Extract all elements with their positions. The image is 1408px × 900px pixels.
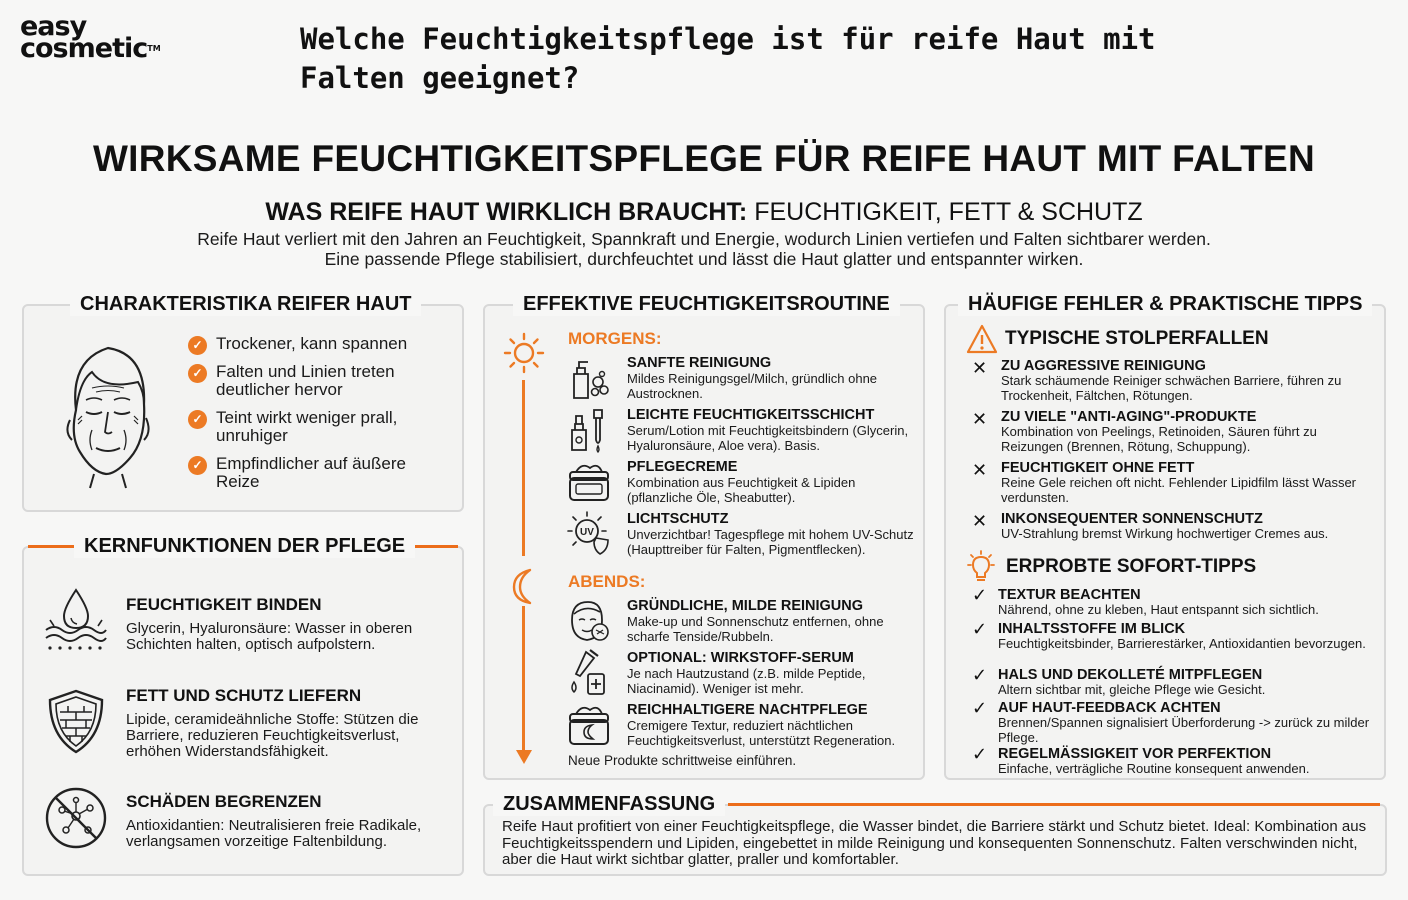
cross-icon: ✕ [972, 511, 988, 532]
routine-step-text: Make-up und Sonnenschutz entfernen, ohne scharfe Tenside/Rubbeln. [627, 614, 884, 644]
arrow-down-icon [515, 748, 533, 766]
tip-head: HALS UND DEKOLLETÉ MITPFLEGEN [998, 667, 1263, 683]
subtitle-bold: WAS REIFE HAUT WIRKLICH BRAUCHT: [265, 198, 748, 226]
routine-step-head: SANFTE REINIGUNG [627, 355, 772, 371]
core-item [126, 595, 451, 653]
checkmark-icon: ✓ [972, 665, 988, 686]
routine-step-head: GRÜNDLICHE, MILDE REINIGUNG [627, 598, 864, 614]
tip-head: AUF HAUT-FEEDBACK ACHTEN [998, 700, 1221, 716]
title-accent-line [728, 803, 1380, 806]
tip-text: Altern sichtbar mit, gleiche Pflege wie Gesicht. [998, 682, 1266, 697]
routine-step [627, 702, 925, 748]
sun-icon [503, 332, 545, 374]
page-subtitle [0, 198, 1408, 227]
core-item [126, 792, 451, 850]
lightbulb-icon [964, 550, 998, 584]
routine-step [627, 650, 917, 696]
cross-icon: ✕ [972, 409, 988, 430]
routine-step-text: Unverzichtbar! Tagespflege mit hohem UV-Schutz (Haupttreiber für Falten, Pigmentflecken). [627, 527, 914, 557]
brand-logo[interactable] [20, 11, 161, 64]
warning-icon [966, 324, 998, 354]
logo-line-2: cosmetic [20, 33, 148, 64]
list-item [188, 409, 448, 445]
routine-step-text: Serum/Lotion mit Feuchtigkeitsbindern (Glycerin, Hyaluronsäure, Aloe vera). Basis. [627, 423, 909, 453]
checkmark-icon: ✓ [188, 364, 207, 383]
summary-text: Reife Haut profitiert von einer Feuchtigkeitspflege, die Wasser bindet, die Barriere stärkt und Schutz bietet. Ideal: Kombination aus Feuchtigkeitsspendern und Lipiden, eingebettet in milde Reinigung und konsequenten Sonnenschutz. Falten verschwinden nicht, aber die Haut wirkt sichtbar glatter, praller und komfortabler. [502, 818, 1367, 868]
tip-item [972, 667, 1372, 698]
routine-step-head: PFLEGECREME [627, 459, 738, 475]
checkmark-icon: ✓ [972, 698, 988, 719]
core-item-head: FEUCHTIGKEIT BINDEN [126, 595, 322, 614]
routine-step-head: REICHHALTIGERE NACHTPFLEGE [627, 702, 868, 718]
title-accent-line [412, 545, 458, 548]
routine-step [627, 598, 917, 644]
pitfall-head: FEUCHTIGKEIT OHNE FETT [1001, 460, 1195, 476]
tip-text: Nährend, ohne zu kleben, Haut entspannt sich sichtlich. [998, 602, 1319, 617]
routine-step [627, 511, 925, 557]
routine-step-text: Mildes Reinigungsgel/Milch, gründlich ohne Austrocknen. [627, 371, 878, 401]
list-item [188, 455, 448, 491]
core-item-head: SCHÄDEN BEGRENZEN [126, 792, 322, 811]
list-item-text: Teint wirkt weniger prall, unruhiger [216, 408, 398, 445]
pitfall-item [972, 460, 1372, 505]
morning-label: MORGENS: [568, 329, 662, 348]
list-item-text: Empfindlicher auf äußere Reize [216, 454, 406, 491]
routine-step [627, 459, 917, 505]
pitfall-head: ZU AGGRESSIVE REINIGUNG [1001, 358, 1206, 374]
checkmark-icon: ✓ [972, 744, 988, 765]
routine-step-head: LICHTSCHUTZ [627, 511, 729, 527]
tips-title: ERPROBTE SOFORT-TIPPS [1006, 556, 1257, 577]
timeline-line [522, 380, 525, 556]
tip-head: REGELMÄSSIGKEIT VOR PERFEKTION [998, 746, 1272, 762]
tip-head: INHALTSSTOFFE IM BLICK [998, 621, 1186, 637]
list-item [188, 335, 448, 353]
foam-bottle-icon [566, 356, 612, 402]
list-item-text: Trockener, kann spannen [216, 334, 408, 353]
pitfall-head: INKONSEQUENTER SONNENSCHUTZ [1001, 511, 1263, 527]
core-item-head: FETT UND SCHUTZ LIEFERN [126, 686, 362, 705]
page-question: Welche Feuchtigkeitspflege ist für reife Haut mit Falten geeignet? [300, 22, 1156, 95]
core-item-text: Antioxidantien: Neutralisieren freie Radikale, verlangsamen vorzeitige Faltenbildung. [126, 817, 422, 850]
list-item-text: Falten und Linien treten deutlicher hervor [216, 362, 395, 399]
tip-item [972, 621, 1372, 652]
checkmark-icon: ✓ [972, 619, 988, 640]
list-item [188, 363, 448, 399]
uv-sun-icon [566, 510, 612, 556]
routine-title: EFFEKTIVE FEUCHTIGKEITSROUTINE [513, 293, 900, 316]
intro-text: Reife Haut verliert mit den Jahren an Feuchtigkeit, Spannkraft und Energie, wodurch Linien vertiefen und Falten sichtbarer werden. Eine passende Pflege stabilisiert, durchfeuchtet und lässt die Haut glatter und entspannter wirken. [197, 229, 1211, 269]
serum-dropper-icon [566, 406, 612, 454]
summary-title: ZUSAMMENFASSUNG [493, 793, 725, 816]
characteristics-list [188, 335, 448, 501]
characteristics-title: CHARAKTERISTIKA REIFER HAUT [70, 293, 421, 316]
face-cleansing-icon [566, 598, 612, 644]
logo-trademark: TM [147, 44, 161, 53]
water-drop-icon [44, 586, 108, 656]
timeline-line [522, 606, 525, 752]
tip-item [972, 700, 1372, 745]
pitfall-text: Stark schäumende Reiniger schwächen Barriere, führen zu Trockenheit, Fältchen, Rötungen. [1001, 373, 1342, 403]
core-functions-title: KERNFUNKTIONEN DER PFLEGE [74, 535, 415, 558]
tip-text: Brennen/Spannen signalisiert Überforderung -> zurück zu milder Pflege. [998, 715, 1370, 745]
shield-icon [46, 688, 106, 756]
face-icon [58, 340, 158, 490]
checkmark-icon: ✓ [972, 585, 988, 606]
core-item [126, 686, 451, 760]
tip-item [972, 587, 1372, 618]
routine-step [627, 407, 922, 453]
night-cream-icon [566, 702, 612, 748]
subtitle-rest: FEUCHTIGKEIT, FETT & SCHUTZ [747, 198, 1143, 226]
title-accent-line [28, 545, 74, 548]
pitfall-text: Kombination von Peelings, Retinoiden, Säuren führt zu Reizungen (Brennen, Rötung, Schuppung). [1001, 424, 1317, 454]
dropper-plus-icon [566, 648, 612, 696]
tip-item [972, 746, 1372, 777]
cream-jar-icon [566, 460, 612, 504]
moon-icon [506, 566, 542, 606]
checkmark-icon: ✓ [188, 410, 207, 429]
uv-label: UV [580, 527, 594, 538]
tip-text: Einfache, verträgliche Routine konsequent anwenden. [998, 761, 1310, 776]
tip-text: Feuchtigkeitsbinder, Barrierestärker, Antioxidantien bevorzugen. [998, 636, 1366, 651]
routine-step-text: Cremigere Textur, reduziert nächtlichen Feuchtigkeitsverlust, unterstützt Regeneration. [627, 718, 896, 748]
pitfall-item [972, 358, 1372, 403]
pitfall-item [972, 409, 1372, 454]
evening-label: ABENDS: [568, 572, 646, 591]
pitfall-text: Reine Gele reichen oft nicht. Fehlender Lipidfilm lässt Wasser verdunsten. [1001, 475, 1357, 505]
pitfalls-title: TYPISCHE STOLPERFALLEN [1005, 328, 1269, 349]
routine-step [627, 355, 917, 401]
cross-icon: ✕ [972, 358, 988, 379]
routine-note: Neue Produkte schrittweise einführen. [568, 753, 797, 768]
no-radicals-icon [44, 786, 108, 850]
logo-line-1: easy [20, 11, 87, 42]
mistakes-title: HÄUFIGE FEHLER & PRAKTISCHE TIPPS [958, 293, 1372, 316]
routine-step-text: Je nach Hautzustand (z.B. milde Peptide, Niacinamid). Weniger ist mehr. [627, 666, 866, 696]
core-item-text: Glycerin, Hyaluronsäure: Wasser in oberen Schichten halten, optisch aufpolstern. [126, 620, 413, 653]
tip-head: TEXTUR BEACHTEN [998, 587, 1141, 603]
routine-step-head: OPTIONAL: WIRKSTOFF-SERUM [627, 650, 854, 666]
routine-step-head: LEICHTE FEUCHTIGKEITSSCHICHT [627, 407, 875, 423]
page-title: WIRKSAME FEUCHTIGKEITSPFLEGE FÜR REIFE HAUT MIT FALTEN [92, 138, 1316, 179]
core-item-text: Lipide, ceramideähnliche Stoffe: Stützen die Barriere, reduzieren Feuchtigkeitsverlust, erhöhen Widerstandsfähigkeit. [126, 711, 419, 760]
checkmark-icon: ✓ [188, 456, 207, 475]
routine-step-text: Kombination aus Feuchtigkeit & Lipiden (pflanzliche Öle, Sheabutter). [627, 475, 856, 505]
pitfall-item [972, 511, 1372, 542]
pitfall-text: UV-Strahlung bremst Wirkung hochwertiger Cremes aus. [1001, 526, 1329, 541]
cross-icon: ✕ [972, 460, 988, 481]
checkmark-icon: ✓ [188, 336, 207, 355]
pitfall-head: ZU VIELE "ANTI-AGING"-PRODUKTE [1001, 409, 1257, 425]
